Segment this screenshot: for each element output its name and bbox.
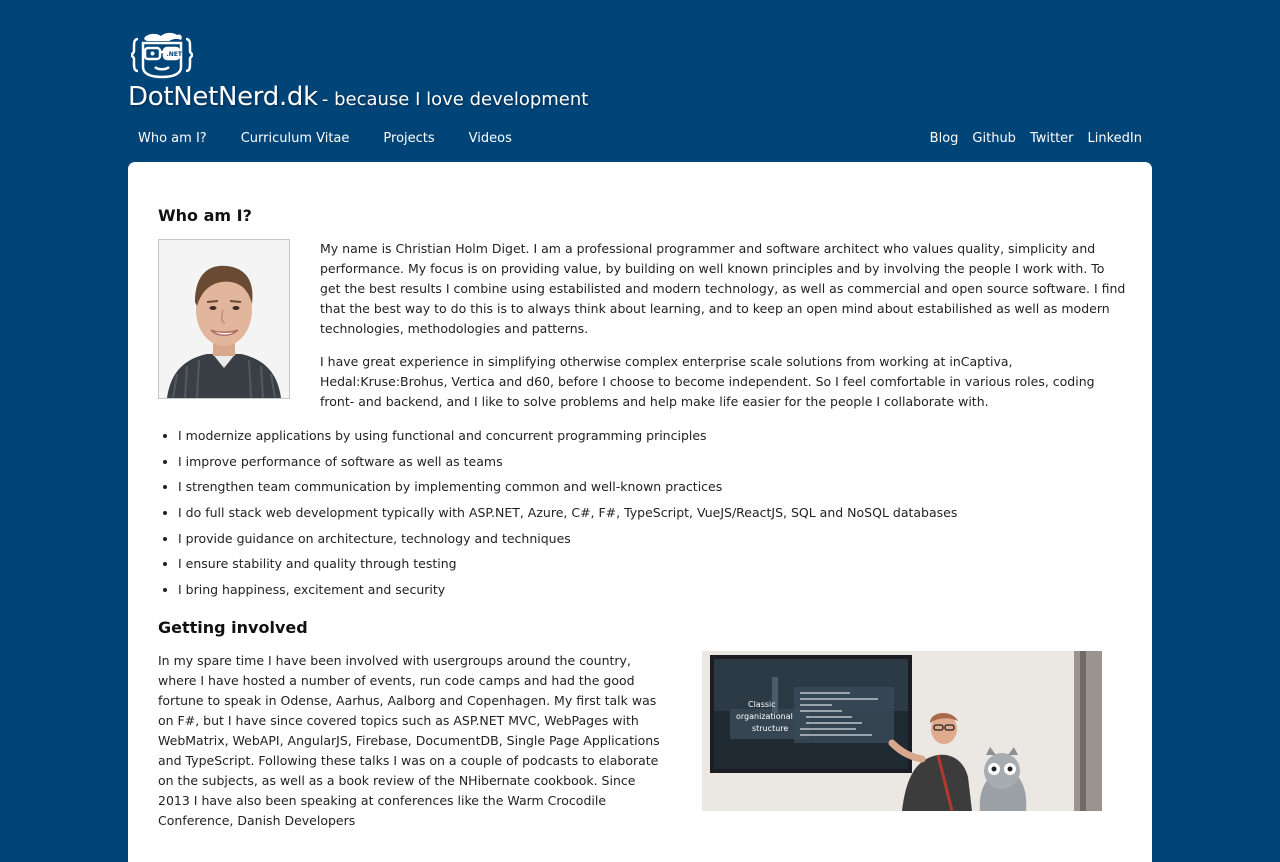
who-am-i-heading: Who am I? (158, 206, 252, 225)
content-panel (128, 162, 1152, 862)
experience-paragraph: I have great experience in simplifying otherwise complex enterprise scale solutions from working at inCaptiva, Hedal:Kruse:Brohus, Vertica and d60, before I choose to become independent. So I feel comfortable in various roles, coding front- and backend, and I like to solve problems and help make life easier for the people I collaborate with. (320, 354, 1095, 409)
nerd-logo-icon[interactable] (131, 31, 193, 79)
profile-photo-image (159, 240, 289, 398)
site-name[interactable]: DotNetNerd.dk (128, 82, 318, 112)
site-tagline: - because I love development (321, 89, 589, 110)
list-item: • I modernize applications by using functional and concurrent programming principles (178, 427, 957, 444)
list-item: • I bring happiness, excitement and security (178, 581, 957, 598)
list-item: • I do full stack web development typically with ASP.NET, Azure, C#, F#, TypeScript, VueJS/ReactJS, SQL and NoSQL databases (178, 504, 957, 521)
nav-curriculum-vitae[interactable]: Curriculum Vitae (240, 131, 350, 146)
nav-who-am-i[interactable]: Who am I? (138, 131, 207, 146)
svg-text:structure: structure (752, 724, 789, 733)
intro-paragraph: My name is Christian Holm Diget. I am a professional programmer and software architect who values quality, simplicity and performance. My focus is on providing value, by building on well known principles and by involving the people I work with. To get the best results I combine using estabilisted and modern technology, as well as commercial and open source software. I find that the best way to do this is to always think about learning, and to keep an open mind about estabilished as well as modern technologies, methodologies and patterns. (320, 241, 1126, 336)
nav-projects[interactable]: Projects (383, 131, 435, 146)
getting-involved-heading: Getting involved (158, 618, 308, 637)
list-item: • I ensure stability and quality through testing (178, 555, 957, 572)
nav-videos[interactable]: Videos (468, 131, 512, 146)
svg-text:Classic: Classic (748, 700, 776, 709)
getting-involved-text: In my spare time I have been involved with usergroups around the country, where I have hosted a number of events, run code camps and had the good fortune to speak in Odense, Aarhus, Aalborg and Copenhagen. My first talk was on F#, but I have since covered topics such as ASP.NET MVC, WebPages with WebMatrix, WebAPI, AngularJS, Firebase, DocumentDB, Single Page Applications and TypeScript. Following these talks I was on a couple of podcasts to elaborate on the subjects, as well as a book review of the NHibernate cookbook. Since 2013 I have also been speaking at conferences like the Warm Crocodile Conference, Danish Developers (158, 653, 660, 828)
conference-talk-image (702, 651, 1102, 811)
skills-list (158, 427, 957, 607)
svg-text:organizational: organizational (736, 712, 793, 721)
nav-linkedin[interactable]: LinkedIn (1087, 131, 1142, 146)
list-item: • I strengthen team communication by implementing common and well-known practices (178, 478, 957, 495)
nav-github[interactable]: Github (972, 131, 1016, 146)
list-item: • I provide guidance on architecture, technology and techniques (178, 530, 957, 547)
primary-nav (128, 128, 536, 150)
intro-text (320, 239, 1126, 425)
conference-talk-photo (702, 651, 1102, 811)
social-nav (921, 128, 1152, 150)
svg-text:.NET: .NET (166, 51, 182, 58)
main-nav (128, 128, 1152, 152)
site-title[interactable] (128, 82, 588, 112)
nav-twitter[interactable]: Twitter (1029, 131, 1074, 146)
profile-photo (158, 239, 290, 399)
nav-blog[interactable]: Blog (929, 131, 959, 146)
list-item: • I improve performance of software as well as teams (178, 453, 957, 470)
